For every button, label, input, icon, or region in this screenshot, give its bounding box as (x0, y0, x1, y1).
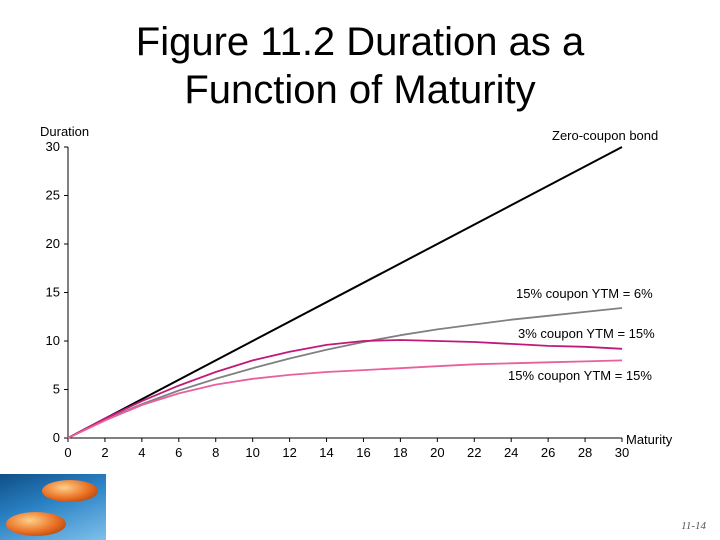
x-tick-label: 22 (467, 445, 482, 460)
series-label: 15% coupon YTM = 15% (508, 368, 652, 383)
x-tick-label: 16 (356, 445, 371, 460)
x-tick-label: 6 (175, 445, 183, 460)
y-tick-label: 20 (45, 236, 60, 251)
slide-title-line2: Function of Maturity (184, 68, 536, 112)
x-tick-label: 28 (577, 445, 593, 460)
x-tick-label: 4 (138, 445, 146, 460)
y-tick-label: 10 (45, 333, 60, 348)
x-tick-label: 8 (212, 445, 220, 460)
x-tick-label: 2 (101, 445, 109, 460)
pebble-shape (42, 480, 98, 502)
x-tick-label: 20 (430, 445, 445, 460)
series-label: 15% coupon YTM = 6% (516, 286, 653, 301)
pebbles-photo (0, 474, 106, 540)
y-axis-label: Duration (40, 124, 90, 139)
series-label: Zero-coupon bond (552, 128, 659, 143)
x-tick-label: 14 (319, 445, 334, 460)
y-tick-label: 5 (52, 381, 60, 397)
series-line (68, 340, 622, 438)
page-number: 11-14 (681, 520, 706, 532)
y-tick-label: 15 (45, 284, 60, 300)
slide-title-line1: Figure 11.2 Duration as a (135, 20, 585, 64)
x-tick-label: 26 (540, 445, 556, 460)
y-tick-label: 30 (45, 139, 60, 154)
x-axis-label: Maturity (626, 432, 673, 447)
x-tick-label: 0 (64, 445, 72, 460)
series-label: 3% coupon YTM = 15% (518, 326, 655, 341)
x-tick-label: 10 (245, 445, 260, 460)
y-tick-label: 25 (45, 187, 60, 203)
x-tick-label: 18 (393, 445, 408, 460)
y-tick-label: 0 (52, 430, 60, 445)
x-tick-label: 24 (503, 445, 519, 460)
x-tick-label: 30 (614, 445, 630, 460)
x-tick-label: 12 (282, 445, 297, 460)
pebble-shape (6, 512, 66, 536)
